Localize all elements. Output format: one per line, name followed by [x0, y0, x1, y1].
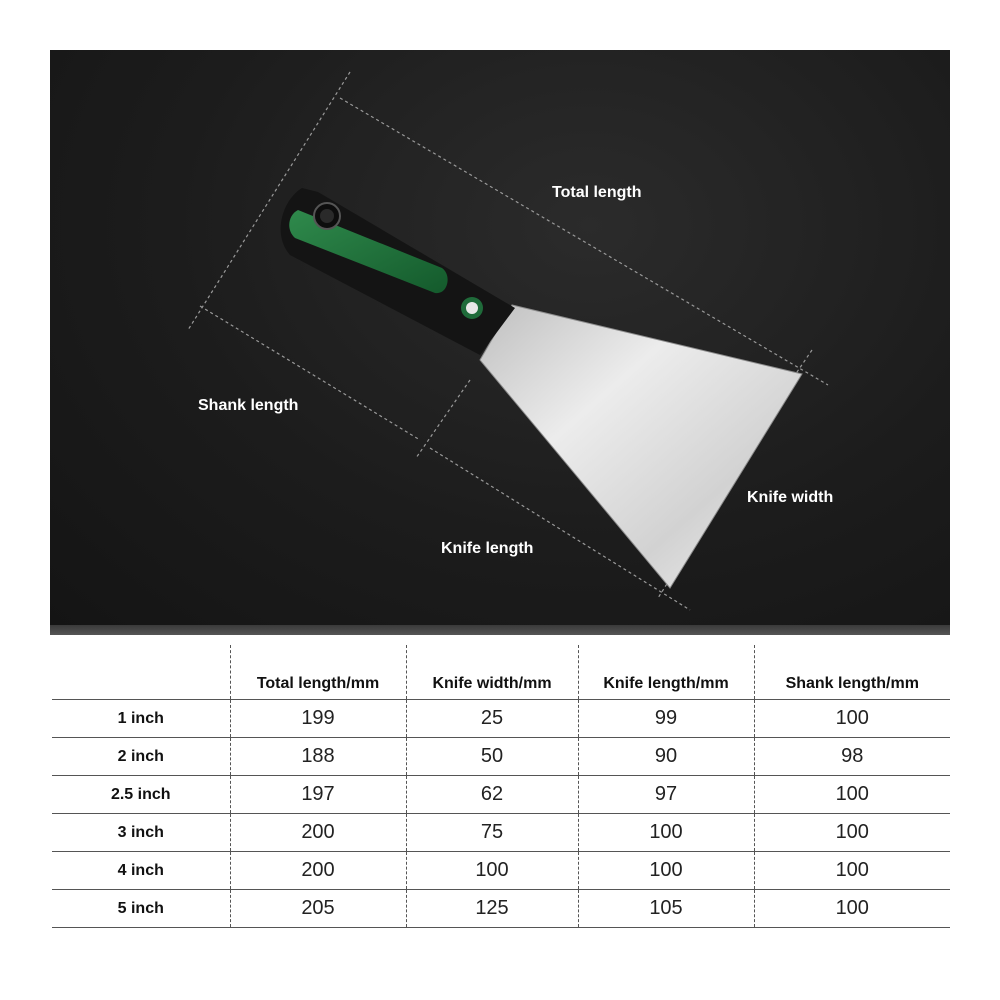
total-length-cell: 200 — [230, 814, 406, 852]
knife-width-cell: 125 — [406, 890, 578, 928]
knife-width-cell: 100 — [406, 852, 578, 890]
knife-length-cell: 90 — [578, 738, 754, 776]
shank-length-cell: 98 — [754, 738, 950, 776]
size-cell: 2 inch — [52, 738, 230, 776]
knife-width-label: Knife width — [747, 489, 834, 506]
table-row — [52, 852, 950, 890]
size-cell: 3 inch — [52, 814, 230, 852]
total-length-cell: 199 — [230, 700, 406, 738]
shank-length-cell: 100 — [754, 890, 950, 928]
knife-length-cell: 99 — [578, 700, 754, 738]
total-length-cell: 197 — [230, 776, 406, 814]
knife-width-cell: 50 — [406, 738, 578, 776]
column-header-shank-length: Shank length/mm — [754, 645, 950, 700]
knife-length-cell: 105 — [578, 890, 754, 928]
column-header-size — [52, 645, 230, 700]
knife-length-cell: 100 — [578, 852, 754, 890]
total-length-cell: 200 — [230, 852, 406, 890]
size-cell: 5 inch — [52, 890, 230, 928]
table-row — [52, 738, 950, 776]
knife-width-cell: 25 — [406, 700, 578, 738]
shank-length-cell: 100 — [754, 814, 950, 852]
column-header-knife-width: Knife width/mm — [406, 645, 578, 700]
size-cell: 4 inch — [52, 852, 230, 890]
knife-width-cell: 75 — [406, 814, 578, 852]
knife-length-cell: 100 — [578, 814, 754, 852]
shank-length-cell: 100 — [754, 776, 950, 814]
table-row — [52, 776, 950, 814]
total-length-label: Total length — [552, 184, 642, 201]
shank-knife-tick — [416, 380, 470, 458]
total-length-right-tick — [795, 350, 812, 375]
table-row — [52, 700, 950, 738]
size-cell: 2.5 inch — [52, 776, 230, 814]
size-spec-table — [52, 645, 950, 928]
total-length-cell: 188 — [230, 738, 406, 776]
table-header-row — [52, 645, 950, 700]
shank-length-cell: 100 — [754, 700, 950, 738]
shank-length-cell: 100 — [754, 852, 950, 890]
column-header-total-length: Total length/mm — [230, 645, 406, 700]
table-row — [52, 814, 950, 852]
size-cell: 1 inch — [52, 700, 230, 738]
shank-length-label: Shank length — [198, 397, 299, 414]
knife-length-label: Knife length — [441, 540, 534, 557]
handle — [281, 188, 515, 355]
product-photo — [50, 50, 950, 635]
column-header-knife-length: Knife length/mm — [578, 645, 754, 700]
knife-width-cell: 62 — [406, 776, 578, 814]
shank-length-line — [200, 306, 420, 440]
surface-edge — [50, 625, 950, 635]
total-length-cell: 205 — [230, 890, 406, 928]
knife-length-cell: 97 — [578, 776, 754, 814]
table-row — [52, 890, 950, 928]
